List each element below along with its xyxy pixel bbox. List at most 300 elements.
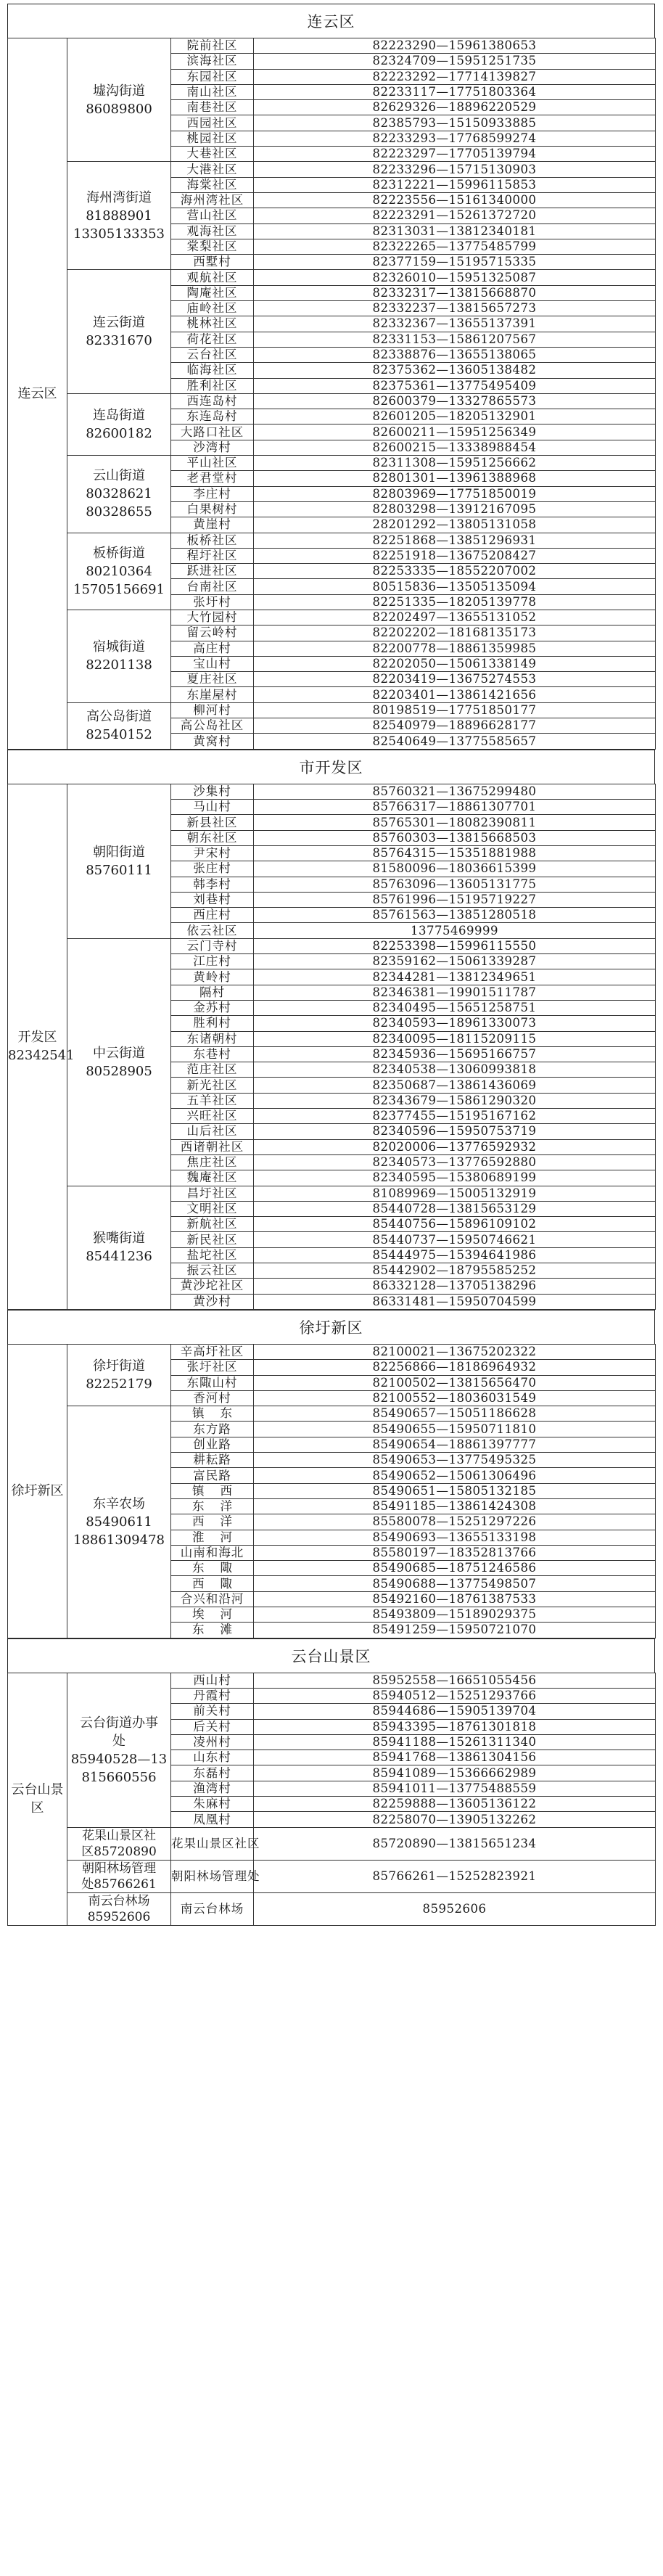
community-name: 夏庄社区: [171, 672, 254, 687]
community-name: 山东村: [171, 1750, 254, 1765]
phone-number: 82253335—18552207002: [254, 564, 656, 579]
community-name: 东崖屋村: [171, 687, 254, 702]
area-name-cell: [8, 38, 67, 750]
phone-number: 82311308—15951256662: [254, 456, 656, 471]
street-cell: [67, 393, 171, 455]
table-row: [8, 1827, 656, 1860]
community-name: 西山村: [171, 1673, 254, 1688]
community-name: 程圩社区: [171, 548, 254, 563]
table-row: [8, 162, 656, 177]
community-name: 南云台林场: [171, 1892, 254, 1925]
street-cell: [67, 456, 171, 533]
community-name: 李庄村: [171, 486, 254, 501]
community-name: 观海社区: [171, 223, 254, 239]
phone-number: 82343679—15861290320: [254, 1093, 656, 1108]
street-line: 82540152: [86, 727, 152, 743]
community-name: 新光社区: [171, 1078, 254, 1093]
community-name: 南山社区: [171, 84, 254, 99]
phone-number: 82346381—19901511787: [254, 985, 656, 1000]
phone-number: 82340095—18115209115: [254, 1031, 656, 1046]
street-line: 81888901: [86, 208, 152, 223]
community-name: 依云社区: [171, 923, 254, 938]
phone-number: 82020006—13776592932: [254, 1139, 656, 1154]
phone-number: 85490657—15051186628: [254, 1406, 656, 1422]
street-line: 13305133353: [73, 226, 165, 242]
phone-number: 82233293—17768599274: [254, 131, 656, 146]
community-name: 辛高圩社区: [171, 1345, 254, 1360]
table-row: [8, 1673, 656, 1688]
phone-number: 86331481—15950704599: [254, 1294, 656, 1309]
phone-number: 85444975—15394641986: [254, 1247, 656, 1263]
phone-number: 85760303—13815668503: [254, 830, 656, 845]
community-name: 文明社区: [171, 1201, 254, 1216]
community-name: 马山村: [171, 800, 254, 815]
community-name: 东洋: [171, 1498, 254, 1514]
street-line: 南云台林场: [88, 1893, 150, 1908]
table-row: [8, 1186, 656, 1201]
phone-number: 85761996—15195719227: [254, 892, 656, 907]
community-name: 台南社区: [171, 579, 254, 594]
phone-number: 82340593—18961330073: [254, 1016, 656, 1031]
community-name: 兴旺社区: [171, 1109, 254, 1124]
phone-number: 82601205—18205132901: [254, 409, 656, 424]
community-name: 棠梨社区: [171, 239, 254, 254]
phone-number: 85442902—18795585252: [254, 1263, 656, 1279]
phone-number: 82100552—18036031549: [254, 1390, 656, 1406]
phone-number: 82803969—17751850019: [254, 486, 656, 501]
community-name: 西墅村: [171, 255, 254, 270]
phone-number: 82203419—13675274553: [254, 672, 656, 687]
community-name: 营山社区: [171, 208, 254, 223]
community-name: 沙集村: [171, 784, 254, 799]
phone-number: 82340495—15651258751: [254, 1000, 656, 1015]
community-name: 宝山村: [171, 656, 254, 671]
community-name: 西园社区: [171, 115, 254, 131]
phone-number: 82253398—15996115550: [254, 938, 656, 953]
phone-number: 82313031—13812340181: [254, 223, 656, 239]
community-name: 新航社区: [171, 1217, 254, 1232]
phone-number: 85941011—13775488559: [254, 1781, 656, 1796]
community-name: 白果树村: [171, 501, 254, 517]
table-row: [8, 393, 656, 409]
community-name: 东诸朝村: [171, 1031, 254, 1046]
community-name: 沙湾村: [171, 440, 254, 455]
community-name: 荷花社区: [171, 332, 254, 347]
street-line: 猴嘴街道: [93, 1231, 145, 1247]
area-name-cell: [8, 1345, 67, 1638]
phone-number: 85952606: [254, 1892, 656, 1925]
community-name: 大巷社区: [171, 147, 254, 162]
community-name: 东巷村: [171, 1046, 254, 1062]
community-name: 胜利社区: [171, 378, 254, 393]
phone-number: 85941188—15261311340: [254, 1734, 656, 1750]
street-line: 80528905: [86, 1063, 152, 1079]
table-row: [8, 38, 656, 54]
phone-number: 85763096—13605131775: [254, 877, 656, 892]
phone-number: 82223556—15161340000: [254, 192, 656, 208]
phone-number: 82600215—13338988454: [254, 440, 656, 455]
phone-number: 85490652—15061306496: [254, 1468, 656, 1483]
phone-number: 82340573—13776592880: [254, 1154, 656, 1170]
phone-number: 85766261—15252823921: [254, 1860, 656, 1892]
street-line: 80328655: [86, 504, 152, 520]
directory-page: [7, 4, 655, 2572]
community-name: 西洋: [171, 1514, 254, 1530]
community-name: 金苏村: [171, 1000, 254, 1015]
phone-number: 82600211—15951256349: [254, 424, 656, 440]
community-name: 东连岛村: [171, 409, 254, 424]
section-title: 连云区: [7, 4, 655, 38]
phone-number: 82331153—15861207567: [254, 332, 656, 347]
table-row: [8, 1345, 656, 1360]
street-line: 东辛农场: [93, 1496, 145, 1511]
phone-number: 81089969—15005132919: [254, 1186, 656, 1201]
community-name: 昌圩社区: [171, 1186, 254, 1201]
community-name: 跃进社区: [171, 564, 254, 579]
community-name: 庙岭社区: [171, 301, 254, 316]
table-row: [8, 1860, 656, 1892]
phone-number: 82200778—18861359985: [254, 641, 656, 656]
phone-number: 85944686—15905139704: [254, 1704, 656, 1719]
phone-number: 85764315—15351881988: [254, 845, 656, 861]
phone-number: 85490651—15805132185: [254, 1483, 656, 1498]
phone-number: 81580096—18036615399: [254, 861, 656, 877]
phone-number: 85491259—15950721070: [254, 1623, 656, 1638]
community-name: 创业路: [171, 1437, 254, 1452]
street-line: 朝阳林场管理: [82, 1861, 156, 1876]
community-name: 临海社区: [171, 363, 254, 378]
street-line: 815660556: [81, 1769, 157, 1785]
community-name: 柳河村: [171, 702, 254, 718]
phone-number: 82629326—18896220529: [254, 100, 656, 115]
community-name: 海州湾社区: [171, 192, 254, 208]
street-line: 15705156691: [73, 581, 165, 597]
section-table: [7, 1673, 656, 1926]
community-name: 老君堂村: [171, 471, 254, 486]
community-name: 振云社区: [171, 1263, 254, 1279]
phone-number: 82312221—15996115853: [254, 177, 656, 192]
community-name: 朱麻村: [171, 1797, 254, 1812]
phone-number: 82322265—13775485799: [254, 239, 656, 254]
street-line: 85441236: [86, 1249, 152, 1265]
phone-number: 85490688—13775498507: [254, 1576, 656, 1591]
community-name: 云台社区: [171, 347, 254, 362]
street-cell: [67, 1860, 171, 1892]
street-line: 中云街道: [93, 1045, 145, 1061]
community-name: 盐坨社区: [171, 1247, 254, 1263]
street-cell: [67, 610, 171, 702]
phone-number: 82600379—13327865573: [254, 393, 656, 409]
community-name: 朝阳林场管理处: [171, 1860, 254, 1892]
table-row: [8, 1892, 656, 1925]
community-name: 西陬: [171, 1576, 254, 1591]
phone-number: 80515836—13505135094: [254, 579, 656, 594]
community-name: 张庄村: [171, 861, 254, 877]
section-title: 徐圩新区: [7, 1310, 655, 1345]
phone-number: 85490693—13655133198: [254, 1530, 656, 1545]
community-name: 高庄村: [171, 641, 254, 656]
street-line: 85952606: [87, 1909, 151, 1924]
phone-number: 82345936—15695166757: [254, 1046, 656, 1062]
community-name: 香河村: [171, 1390, 254, 1406]
phone-number: 82332317—13815668870: [254, 285, 656, 300]
street-line: 宿城街道: [93, 639, 145, 655]
table-row: [8, 1406, 656, 1422]
community-name: 渔湾村: [171, 1781, 254, 1796]
phone-number: 85440728—13815653129: [254, 1201, 656, 1216]
community-name: 大港社区: [171, 162, 254, 177]
street-line: 海州湾街道: [86, 189, 152, 205]
community-name: 花果山景区社区: [171, 1827, 254, 1860]
community-name: 南巷社区: [171, 100, 254, 115]
street-cell: [67, 1406, 171, 1638]
community-name: 张圩村: [171, 594, 254, 610]
community-name: 东磊村: [171, 1765, 254, 1781]
street-cell: [67, 938, 171, 1186]
area-name-cell: [8, 784, 75, 1309]
phone-number: 85761563—13851280518: [254, 908, 656, 923]
community-name: 黄窝村: [171, 734, 254, 749]
phone-number: 82385793—15150933885: [254, 115, 656, 131]
phone-number: 85440737—15950746621: [254, 1232, 656, 1247]
community-name: 焦庄社区: [171, 1154, 254, 1170]
community-name: 朝东社区: [171, 830, 254, 845]
phone-number: 82377159—15195715335: [254, 255, 656, 270]
phone-number: 82377455—15195167162: [254, 1109, 656, 1124]
phone-number: 82223291—15261372720: [254, 208, 656, 223]
community-name: 东滩: [171, 1623, 254, 1638]
community-name: 丹霞村: [171, 1688, 254, 1703]
community-name: 东方路: [171, 1422, 254, 1437]
phone-number: 82344281—13812349651: [254, 969, 656, 985]
street-line: 82600182: [86, 425, 152, 441]
phone-number: 82202050—15061338149: [254, 656, 656, 671]
phone-number: 82100021—13675202322: [254, 1345, 656, 1360]
phone-number: 82233117—17751803364: [254, 84, 656, 99]
street-line: 85490611: [86, 1514, 152, 1530]
community-name: 山后社区: [171, 1124, 254, 1139]
phone-number: 82223290—15961380653: [254, 38, 656, 54]
street-cell: [67, 270, 171, 393]
phone-number: 85941768—13861304156: [254, 1750, 656, 1765]
phone-number: 82202497—13655131052: [254, 610, 656, 625]
street-line: 花果山景区社: [82, 1828, 156, 1843]
table-row: [8, 610, 656, 625]
street-line: 朝阳街道: [93, 844, 145, 860]
community-name: 大路口社区: [171, 424, 254, 440]
phone-number: 82340538—13060993818: [254, 1062, 656, 1078]
phone-number: 82332237—13815657273: [254, 301, 656, 316]
area-name-line: 云台山景区: [11, 1782, 64, 1816]
community-name: 西庄村: [171, 908, 254, 923]
table-row: [8, 938, 656, 953]
community-name: 陶庵社区: [171, 285, 254, 300]
street-line: 86089800: [86, 101, 152, 117]
street-cell: [67, 1186, 171, 1309]
community-name: 镇东: [171, 1406, 254, 1422]
phone-number: 82359162—15061339287: [254, 954, 656, 969]
community-name: 张圩社区: [171, 1360, 254, 1375]
phone-number: 85940512—15251293766: [254, 1688, 656, 1703]
street-line: 连云街道: [93, 315, 145, 331]
community-name: 平山社区: [171, 456, 254, 471]
section-table: [7, 784, 656, 1310]
phone-number: 80198519—17751850177: [254, 702, 656, 718]
phone-number: 86332128—13705138296: [254, 1279, 656, 1294]
community-name: 淮河: [171, 1530, 254, 1545]
street-line: 80328621: [86, 486, 152, 502]
street-line: 80210364: [86, 563, 152, 579]
community-name: 滨海社区: [171, 54, 254, 69]
community-name: 刘巷村: [171, 892, 254, 907]
phone-number: 82202202—18168135173: [254, 625, 656, 641]
phone-number: 82540979—18896628177: [254, 718, 656, 734]
community-name: 桃园社区: [171, 131, 254, 146]
community-name: 西诸朝社区: [171, 1139, 254, 1154]
community-name: 云门寺村: [171, 938, 254, 953]
community-name: 新县社区: [171, 815, 254, 830]
phone-number: 82223297—17705139794: [254, 147, 656, 162]
street-cell: [67, 1827, 171, 1860]
phone-number: 82338876—13655138065: [254, 347, 656, 362]
community-name: 东园社区: [171, 69, 254, 84]
phone-number: 82332367—13655137391: [254, 316, 656, 332]
street-line: 徐圩街道: [93, 1358, 145, 1374]
section-title: 云台山景区: [7, 1638, 655, 1673]
street-cell: [67, 1892, 171, 1925]
area-name-line: 开发区: [17, 1030, 57, 1046]
community-name: 黄崖村: [171, 517, 254, 533]
area-name-cell: [8, 1673, 67, 1925]
street-line: 高公岛街道: [86, 709, 152, 725]
community-name: 耕耘路: [171, 1453, 254, 1468]
phone-number: 85490685—18751246586: [254, 1561, 656, 1576]
community-name: 黄岭村: [171, 969, 254, 985]
community-name: 范庄社区: [171, 1062, 254, 1078]
community-name: 留云岭村: [171, 625, 254, 641]
phone-number: 82340596—15950753719: [254, 1124, 656, 1139]
street-line: 82331670: [86, 333, 152, 349]
street-cell: [67, 784, 171, 938]
phone-number: 85760321—13675299480: [254, 784, 656, 799]
street-cell: [67, 38, 171, 162]
phone-number: 82340595—15380689199: [254, 1170, 656, 1186]
street-line: 连岛街道: [93, 407, 145, 423]
phone-number: 85493809—15189029375: [254, 1607, 656, 1623]
table-row: [8, 784, 656, 799]
community-name: 胜利村: [171, 1016, 254, 1031]
phone-number: 82100502—13815656470: [254, 1375, 656, 1390]
phone-number: 82233296—15715130903: [254, 162, 656, 177]
community-name: 黄沙村: [171, 1294, 254, 1309]
phone-number: 28201292—13805131058: [254, 517, 656, 533]
street-line: 墟沟街道: [93, 83, 145, 99]
phone-number: 82324709—15951251735: [254, 54, 656, 69]
community-name: 魏庵社区: [171, 1170, 254, 1186]
phone-number: 85720890—13815651234: [254, 1827, 656, 1860]
phone-number: 82223292—17714139827: [254, 69, 656, 84]
community-name: 观航社区: [171, 270, 254, 285]
phone-number: 85765301—18082390811: [254, 815, 656, 830]
phone-number: 82259888—13605136122: [254, 1797, 656, 1812]
community-name: 新民社区: [171, 1232, 254, 1247]
table-row: [8, 270, 656, 285]
phone-number: 85492160—18761387533: [254, 1591, 656, 1607]
street-cell: [67, 162, 171, 270]
phone-number: 85766317—18861307701: [254, 800, 656, 815]
street-cell: [67, 702, 171, 749]
phone-number: 82251918—13675208427: [254, 548, 656, 563]
community-name: 板桥社区: [171, 533, 254, 548]
area-name-line: 82342541: [8, 1048, 75, 1064]
street-line: 82201138: [86, 657, 152, 673]
community-name: 山南和海北: [171, 1545, 254, 1560]
phone-number: 85490653—13775495325: [254, 1453, 656, 1468]
phone-number: 82375362—13605138482: [254, 363, 656, 378]
community-name: 凌州村: [171, 1734, 254, 1750]
phone-number: 82375361—13775495409: [254, 378, 656, 393]
phone-number: 82203401—13861421656: [254, 687, 656, 702]
community-name: 合兴和沿河: [171, 1591, 254, 1607]
community-name: 埃河: [171, 1607, 254, 1623]
community-name: 桃林社区: [171, 316, 254, 332]
phone-number: 13775469999: [254, 923, 656, 938]
phone-number: 85490655—15950711810: [254, 1422, 656, 1437]
phone-number: 82251335—18205139778: [254, 594, 656, 610]
community-name: 前关村: [171, 1704, 254, 1719]
section-table: [7, 1344, 656, 1638]
street-line: 82252179: [86, 1377, 152, 1392]
community-name: 凤凰村: [171, 1812, 254, 1827]
street-line: 板桥街道: [93, 545, 145, 561]
phone-number: 82801301—13961388968: [254, 471, 656, 486]
phone-number: 85491185—13861424308: [254, 1498, 656, 1514]
street-line: 云台街道办事: [80, 1715, 158, 1731]
community-name: 尹宋村: [171, 845, 254, 861]
table-row: [8, 702, 656, 718]
section-title: 市开发区: [7, 750, 655, 784]
phone-number: 85440756—15896109102: [254, 1217, 656, 1232]
phone-number: 85943395—18761301818: [254, 1719, 656, 1734]
community-name: 五羊社区: [171, 1093, 254, 1108]
phone-number: 82803298—13912167095: [254, 501, 656, 517]
community-name: 隔村: [171, 985, 254, 1000]
phone-number: 85941089—15366662989: [254, 1765, 656, 1781]
community-name: 高公岛社区: [171, 718, 254, 734]
phone-number: 82326010—15951325087: [254, 270, 656, 285]
street-line: 云山街道: [93, 468, 145, 484]
community-name: 大竹园村: [171, 610, 254, 625]
community-name: 东陬: [171, 1561, 254, 1576]
street-line: 85940528—13: [70, 1751, 168, 1767]
phone-number: 85580197—18352813766: [254, 1545, 656, 1560]
section-table: [7, 38, 656, 750]
street-cell: [67, 1345, 171, 1406]
community-name: 西连岛村: [171, 393, 254, 409]
community-name: 富民路: [171, 1468, 254, 1483]
street-line: 处85766261: [81, 1876, 157, 1892]
community-name: 东陬山村: [171, 1375, 254, 1390]
street-line: 处: [112, 1733, 125, 1749]
community-name: 海棠社区: [171, 177, 254, 192]
street-line: 区85720890: [81, 1844, 157, 1859]
street-cell: [67, 533, 171, 610]
community-name: 黄沙坨社区: [171, 1279, 254, 1294]
community-name: 后关村: [171, 1719, 254, 1734]
phone-number: 82258070—13905132262: [254, 1812, 656, 1827]
street-cell: [67, 1673, 171, 1827]
phone-number: 85490654—18861397777: [254, 1437, 656, 1452]
